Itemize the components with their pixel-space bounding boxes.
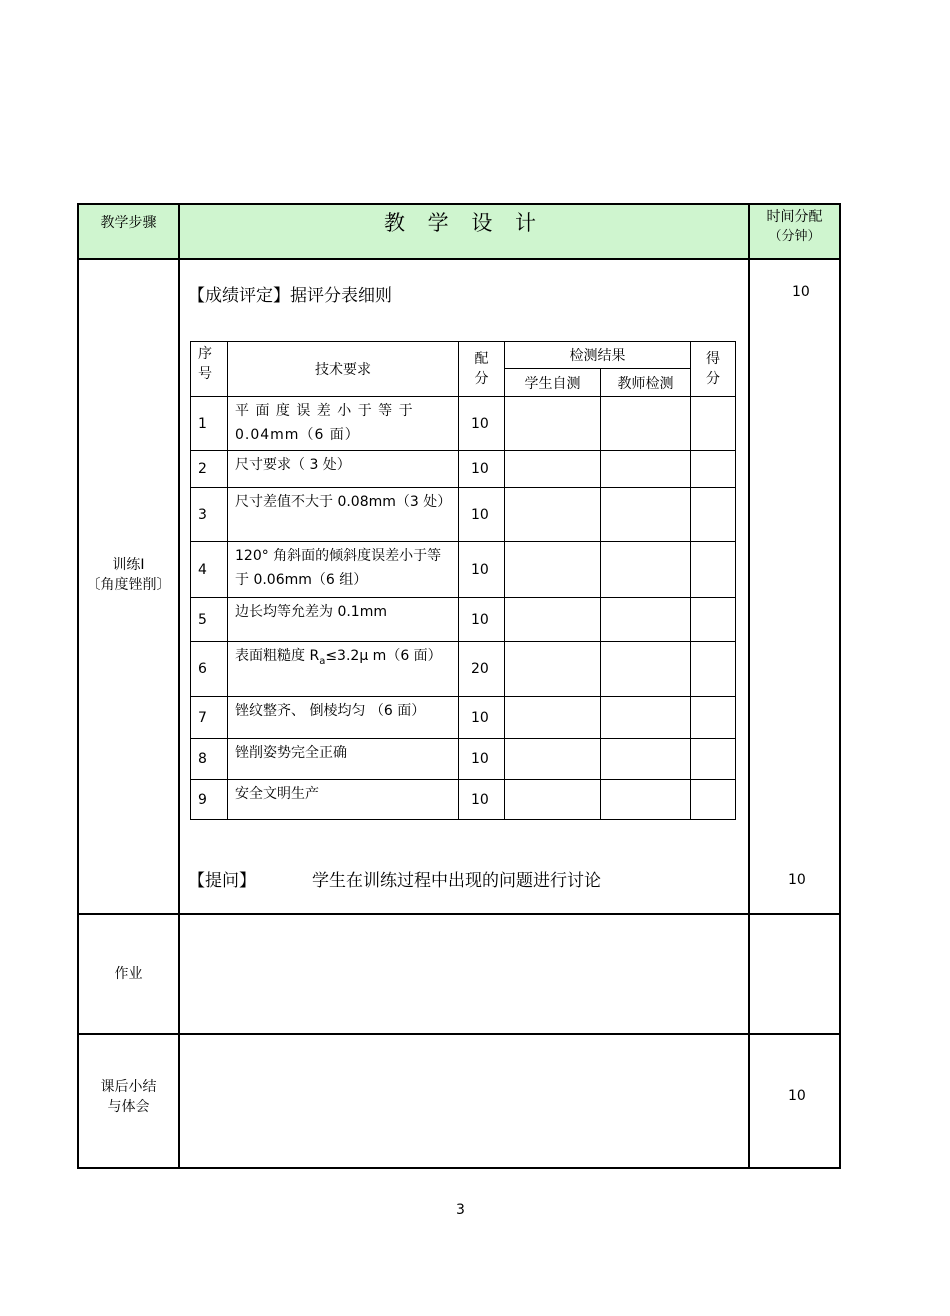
table-row: 8 锉削姿势完全正确 10 bbox=[191, 739, 736, 780]
summary-time: 10 bbox=[788, 1088, 806, 1104]
req-cell: 边长均等允差为 0.1mm bbox=[228, 598, 459, 642]
result-header: 检测结果 bbox=[569, 348, 626, 364]
table-row: 7 锉纹整齐、 倒棱均匀 （6 面） 10 bbox=[191, 697, 736, 739]
table-row: 6 表面粗糙度 $R_a\le 3.2\mu$ m（6 面） 20 bbox=[191, 642, 736, 697]
req-header: 技术要求 bbox=[315, 362, 371, 378]
table-row: 4 120° 角斜面的倾斜度误差小于等于 0.06mm（6 组） 10 bbox=[191, 542, 736, 598]
table-row: 3 尺寸差值不大于 0.08mm（3 处） 10 bbox=[191, 488, 736, 542]
req-cell: 表面粗糙度 $R_a\le 3.2\mu$ m（6 面） bbox=[228, 642, 459, 697]
score-header: 得分 bbox=[706, 351, 720, 387]
question-text: 学生在训练过程中出现的问题进行讨论 bbox=[312, 871, 601, 891]
table-row: 9 安全文明生产 10 bbox=[191, 780, 736, 820]
column-divider-right bbox=[748, 203, 750, 1169]
training-label: 训练Ⅰ bbox=[112, 557, 145, 573]
summary-label: 课后小结 bbox=[100, 1079, 157, 1095]
table-row: 2 尺寸要求（ 3 处） 10 bbox=[191, 451, 736, 488]
summary-label-line2: 与体会 bbox=[107, 1099, 150, 1115]
grading-time: 10 bbox=[792, 284, 810, 300]
table-row: 1 平 面 度 误 差 小 于 等 于 0.04mm（6 面） 10 bbox=[191, 397, 736, 451]
req-cell: 尺寸要求（ 3 处） bbox=[228, 451, 459, 488]
seq-header: 序号 bbox=[198, 346, 212, 382]
table-row: 5 边长均等允差为 0.1mm 10 bbox=[191, 598, 736, 642]
homework-label: 作业 bbox=[114, 966, 143, 982]
step-header: 教学步骤 bbox=[100, 215, 157, 231]
design-title: 教 学 设 计 bbox=[383, 211, 545, 235]
req-cell: 平 面 度 误 差 小 于 等 于 0.04mm（6 面） bbox=[228, 397, 459, 451]
grading-heading: 【成绩评定】据评分表细则 bbox=[188, 286, 392, 306]
req-cell: 安全文明生产 bbox=[228, 780, 459, 820]
page-number: 3 bbox=[456, 1202, 465, 1218]
column-divider-left bbox=[178, 203, 180, 1169]
question-time: 10 bbox=[788, 872, 806, 888]
req-cell: 120° 角斜面的倾斜度误差小于等于 0.06mm（6 组） bbox=[228, 542, 459, 598]
homework-divider bbox=[77, 1033, 841, 1035]
req-cell: 尺寸差值不大于 0.08mm（3 处） bbox=[228, 488, 459, 542]
training-divider bbox=[77, 913, 841, 915]
req-cell: 锉削姿势完全正确 bbox=[228, 739, 459, 780]
time-header-unit: （分钟） bbox=[768, 229, 821, 244]
header-divider bbox=[77, 258, 841, 260]
training-sublabel: 〔角度锉削〕 bbox=[86, 577, 171, 593]
time-header: 时间分配 bbox=[766, 209, 823, 225]
score-table bbox=[190, 341, 736, 820]
student-check-header: 学生自测 bbox=[524, 375, 581, 392]
points-header: 配分 bbox=[474, 351, 489, 387]
req-cell: 锉纹整齐、 倒棱均匀 （6 面） bbox=[228, 697, 459, 739]
teacher-check-header: 教师检测 bbox=[617, 375, 674, 392]
question-tag: 【提问】 bbox=[188, 871, 256, 891]
